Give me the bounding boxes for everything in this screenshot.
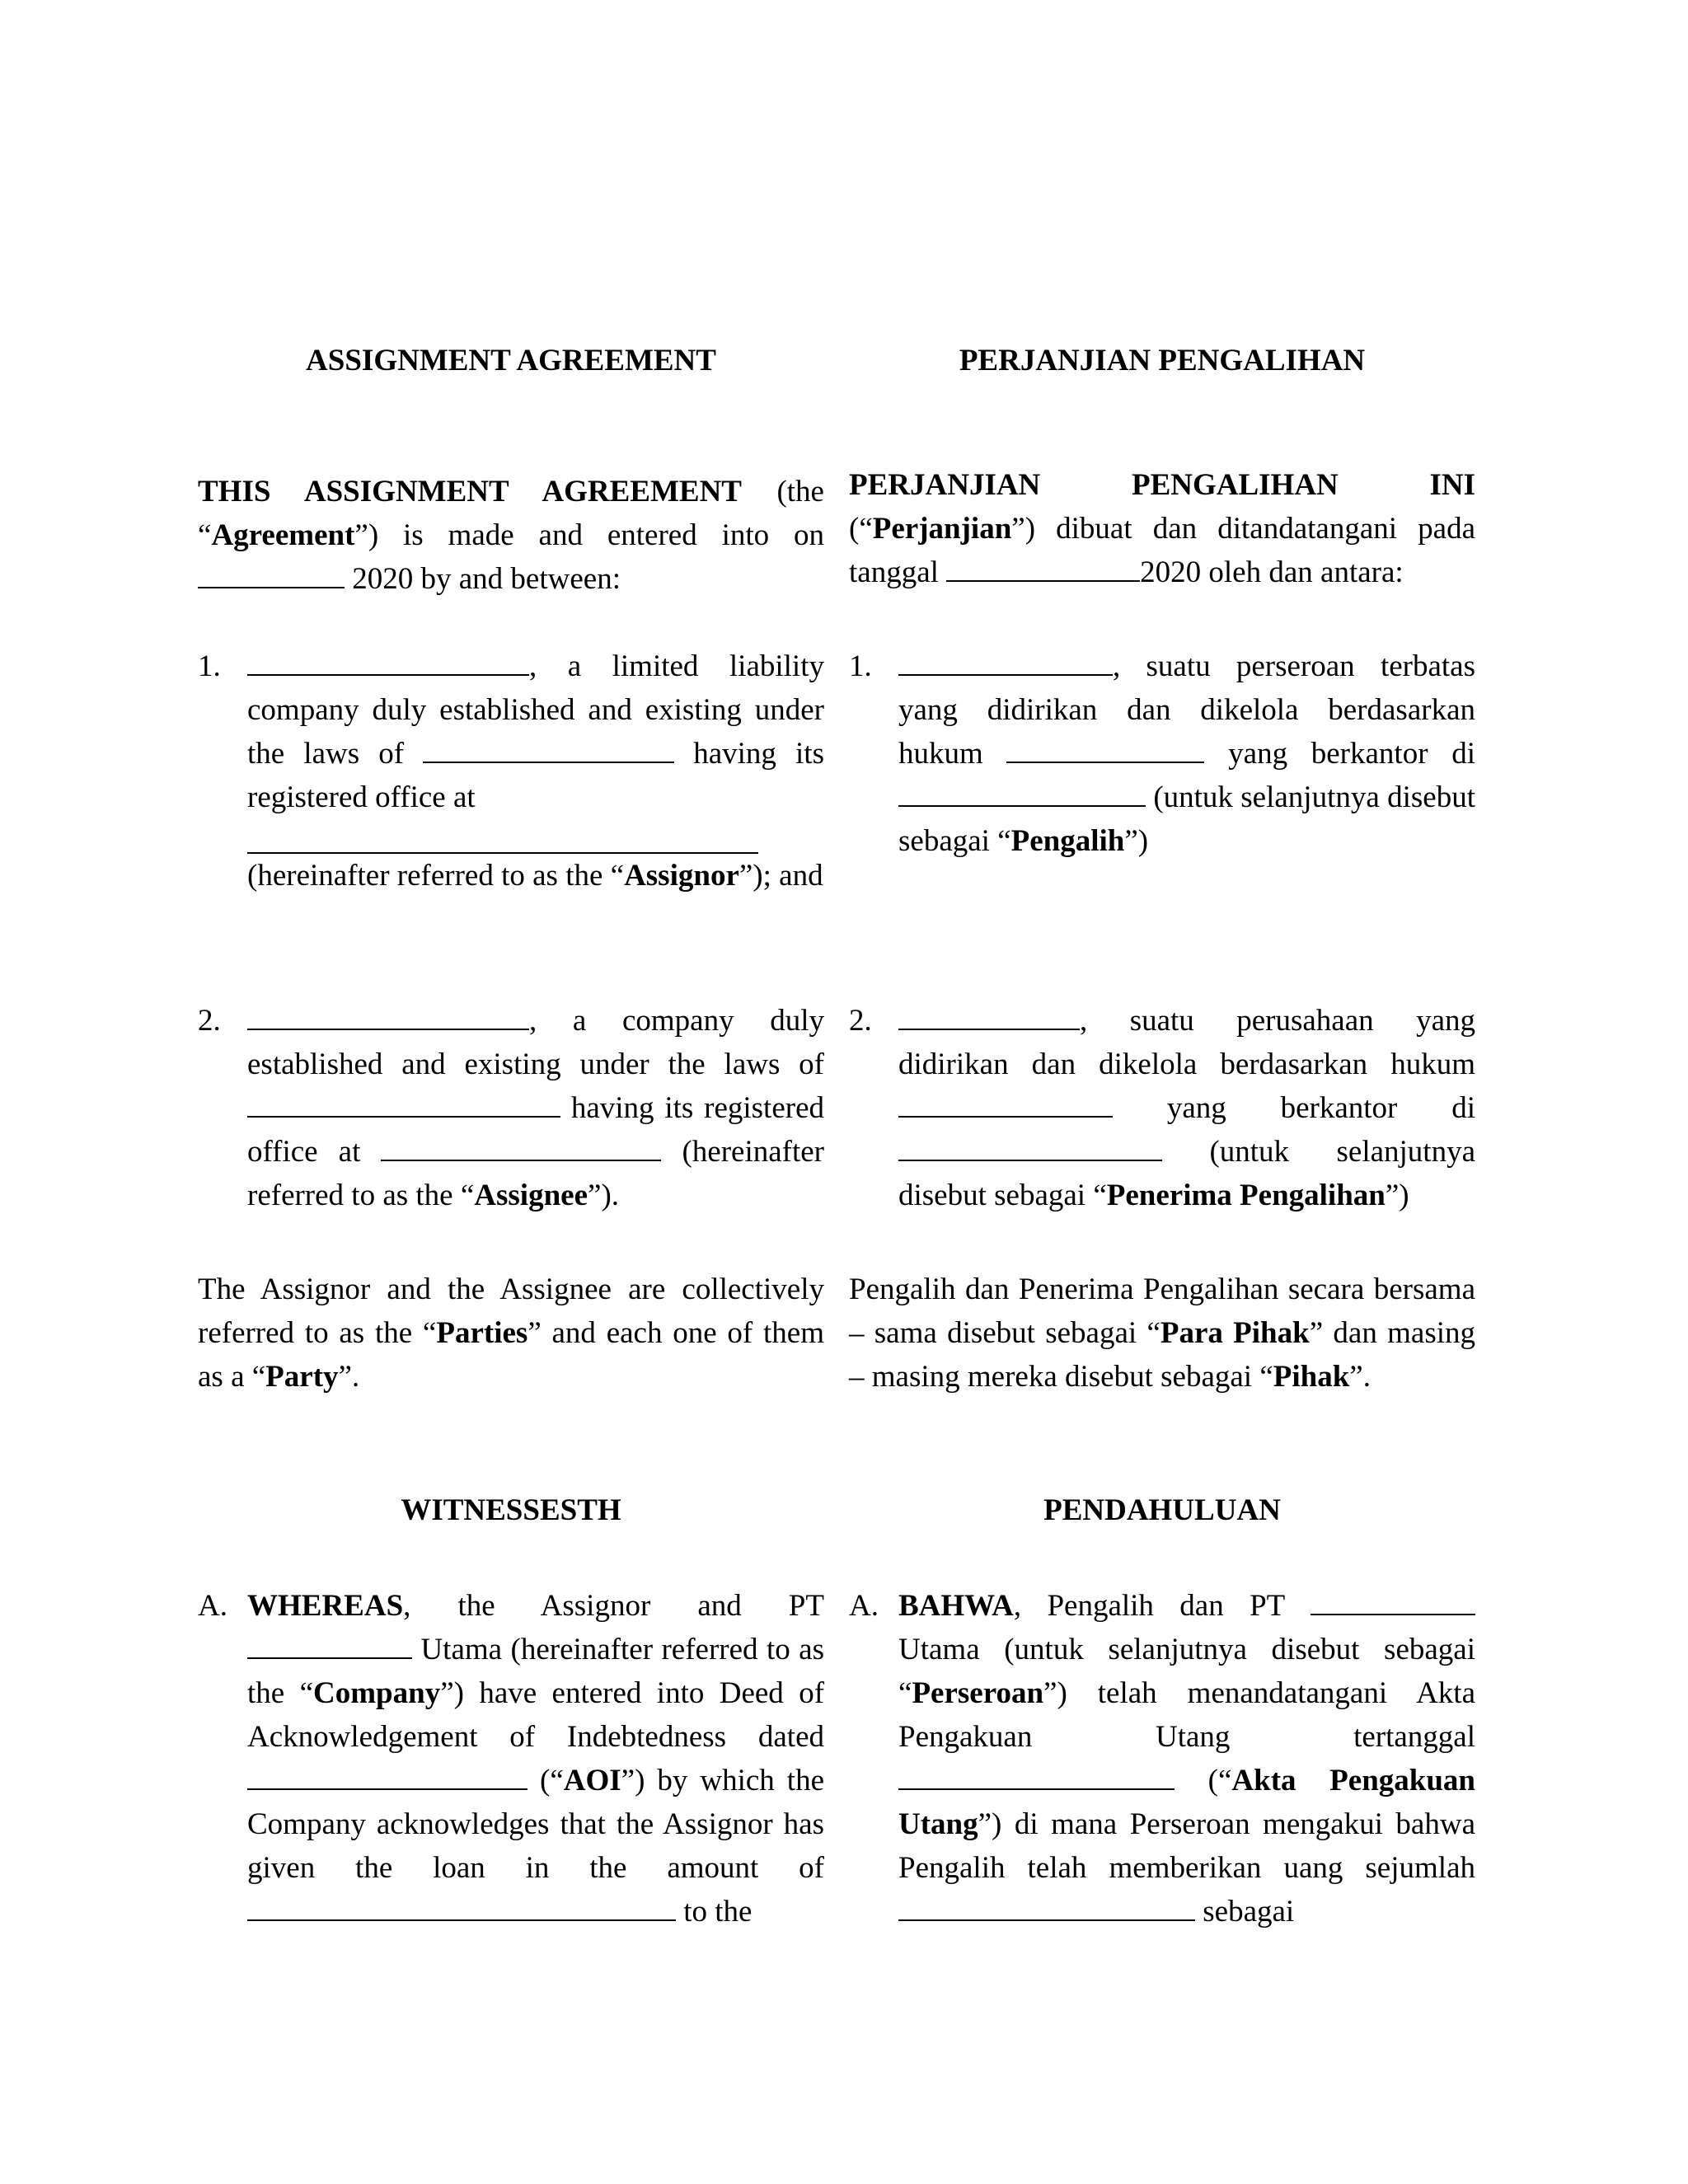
name-blank (898, 999, 1080, 1030)
recital-text: , the Assignor and PT (403, 1589, 824, 1623)
jurisdiction-blank (898, 1086, 1113, 1118)
term-akta-pengakuan-utang: Akta Pengakuan Utang (898, 1764, 1476, 1841)
recital-text: sebagai (1195, 1895, 1295, 1929)
party-text: , a limited liability company duly established and existing under the laws of (247, 649, 824, 771)
party-text: ”) (1124, 824, 1149, 858)
party-text: (untuk selanjutnya disebut sebagai “ (898, 780, 1475, 858)
indonesian-party-1 (849, 644, 1475, 863)
party-text: , suatu perseroan terbatas yang didirikan dan dikelola berdasarkan hukum (898, 649, 1475, 771)
date-blank (946, 551, 1140, 582)
term-company: Company (313, 1676, 441, 1710)
indonesian-party-2 (849, 999, 1475, 1217)
intro-lead: THIS ASSIGNMENT AGREEMENT (198, 475, 742, 509)
intro-text: ”) is made and entered into on (354, 518, 824, 552)
party-text: ”) (1385, 1179, 1409, 1212)
recital-letter: A. (849, 1589, 879, 1623)
address-blank (381, 1130, 661, 1161)
intro-text: 2020 oleh dan antara: (1140, 555, 1404, 589)
recital-text: ”) di mana Perseroan mengakui bahwa Pengalih telah memberikan uang sejumlah (898, 1807, 1475, 1885)
term-parties: Parties (436, 1316, 528, 1350)
parties-text: ” dan masing – masing mereka disebut sebagai “ (849, 1316, 1475, 1394)
party-text: (hereinafter referred to as the “ (247, 1135, 824, 1212)
party-text: (untuk selanjutnya disebut sebagai “ (898, 1135, 1475, 1212)
indonesian-recital-a (849, 1584, 1475, 1933)
parties-text: Pengalih dan Penerima Pengalihan secara bersama – sama disebut sebagai “ (849, 1272, 1475, 1350)
jurisdiction-blank (247, 1086, 560, 1118)
parties-text: ”. (338, 1360, 360, 1394)
recital-text: ”) telah menandatangani Akta Pengakuan Utang tertanggal (898, 1676, 1475, 1754)
party-text: yang berkantor di (1204, 737, 1475, 771)
party-number: 2. (198, 1004, 221, 1038)
party-text: ”); and (738, 859, 823, 893)
term-aoi: AOI (563, 1764, 621, 1797)
party-number: 2. (849, 1004, 872, 1038)
term-para-pihak: Para Pihak (1160, 1316, 1310, 1350)
english-intro (198, 470, 824, 601)
recital-text: Utama (hereinafter referred to as the “ (247, 1633, 824, 1710)
company-name-blank (1311, 1584, 1475, 1615)
party-number: 1. (198, 649, 221, 683)
intro-lead: PERJANJIAN PENGALIHAN INI (849, 468, 1475, 502)
intro-text: ”) dibuat dan ditandatangani pada tanggal (849, 512, 1475, 589)
term-assignee: Assignee (474, 1179, 588, 1212)
intro-text: 2020 by and between: (345, 562, 621, 596)
recital-text: ”) have entered into Deed of Acknowledgement of Indebtedness dated (247, 1676, 825, 1754)
recital-lead: BAHWA (898, 1589, 1014, 1623)
parties-text: ”. (1349, 1360, 1371, 1394)
party-text: having its registered office at (247, 737, 824, 814)
name-blank (898, 644, 1113, 676)
intro-term-agreement: Perjanjian (872, 512, 1012, 546)
recital-letter: A. (198, 1589, 227, 1623)
party-text: (hereinafter referred to as the “ (247, 859, 625, 893)
parties-text: ” and each one of them as a “ (198, 1316, 824, 1394)
jurisdiction-blank (423, 732, 674, 763)
parties-text: The Assignor and the Assignee are collectively referred to as the “ (198, 1272, 824, 1350)
term-pengalih: Pengalih (1010, 824, 1125, 858)
party-text: ”). (588, 1179, 620, 1212)
english-party-2 (198, 999, 824, 1217)
recital-text: ”) by which the Company acknowledges that the Assignor has given the loan in the amount of (247, 1764, 825, 1885)
term-pihak: Pihak (1273, 1360, 1350, 1394)
recital-text: , Pengalih dan PT (1013, 1589, 1311, 1623)
intro-text: (“ (849, 512, 873, 546)
date-blank (198, 557, 345, 588)
address-blank (247, 819, 758, 854)
amount-blank (898, 1890, 1195, 1921)
indonesian-parties-definition (849, 1268, 1475, 1399)
term-assignor: Assignor (624, 859, 739, 893)
recital-text: (“ (1175, 1764, 1232, 1797)
amount-blank (247, 1890, 676, 1921)
party-text: having its registered office at (247, 1091, 824, 1169)
indonesian-section-title: PENDAHULUAN (1043, 1493, 1281, 1527)
party-text: , a company duly established and existing under the laws of (247, 1004, 824, 1081)
term-party: Party (265, 1360, 339, 1394)
date-blank (898, 1759, 1175, 1790)
name-blank (247, 644, 529, 676)
name-blank (247, 999, 529, 1030)
date-blank (247, 1759, 528, 1790)
recital-text: to the (676, 1895, 753, 1929)
party-number: 1. (849, 649, 872, 683)
english-title: ASSIGNMENT AGREEMENT (306, 344, 716, 377)
english-recital-a (198, 1584, 824, 1933)
recital-text: Utama (untuk selanjutnya disebut sebagai “ (898, 1633, 1475, 1710)
indonesian-intro (849, 463, 1475, 594)
indonesian-title: PERJANJIAN PENGALIHAN (959, 344, 1366, 377)
english-party-1 (198, 644, 824, 898)
term-penerima-pengalihan: Penerima Pengalihan (1106, 1179, 1386, 1212)
party-text: , suatu perusahaan yang didirikan dan dikelola berdasarkan hukum (898, 1004, 1475, 1081)
company-name-blank (247, 1628, 412, 1659)
address-blank (898, 776, 1146, 807)
address-blank (898, 1130, 1162, 1161)
term-perseroan: Perseroan (912, 1676, 1044, 1710)
intro-term-agreement: Agreement (211, 518, 355, 552)
english-parties-definition (198, 1268, 824, 1399)
recital-lead: WHEREAS (247, 1589, 404, 1623)
english-section-title: WITNESSESTH (401, 1493, 621, 1527)
intro-text: (the “ (198, 475, 824, 552)
jurisdiction-blank (1006, 732, 1204, 763)
party-text: yang berkantor di (1113, 1091, 1475, 1125)
recital-text: (“ (528, 1764, 564, 1797)
